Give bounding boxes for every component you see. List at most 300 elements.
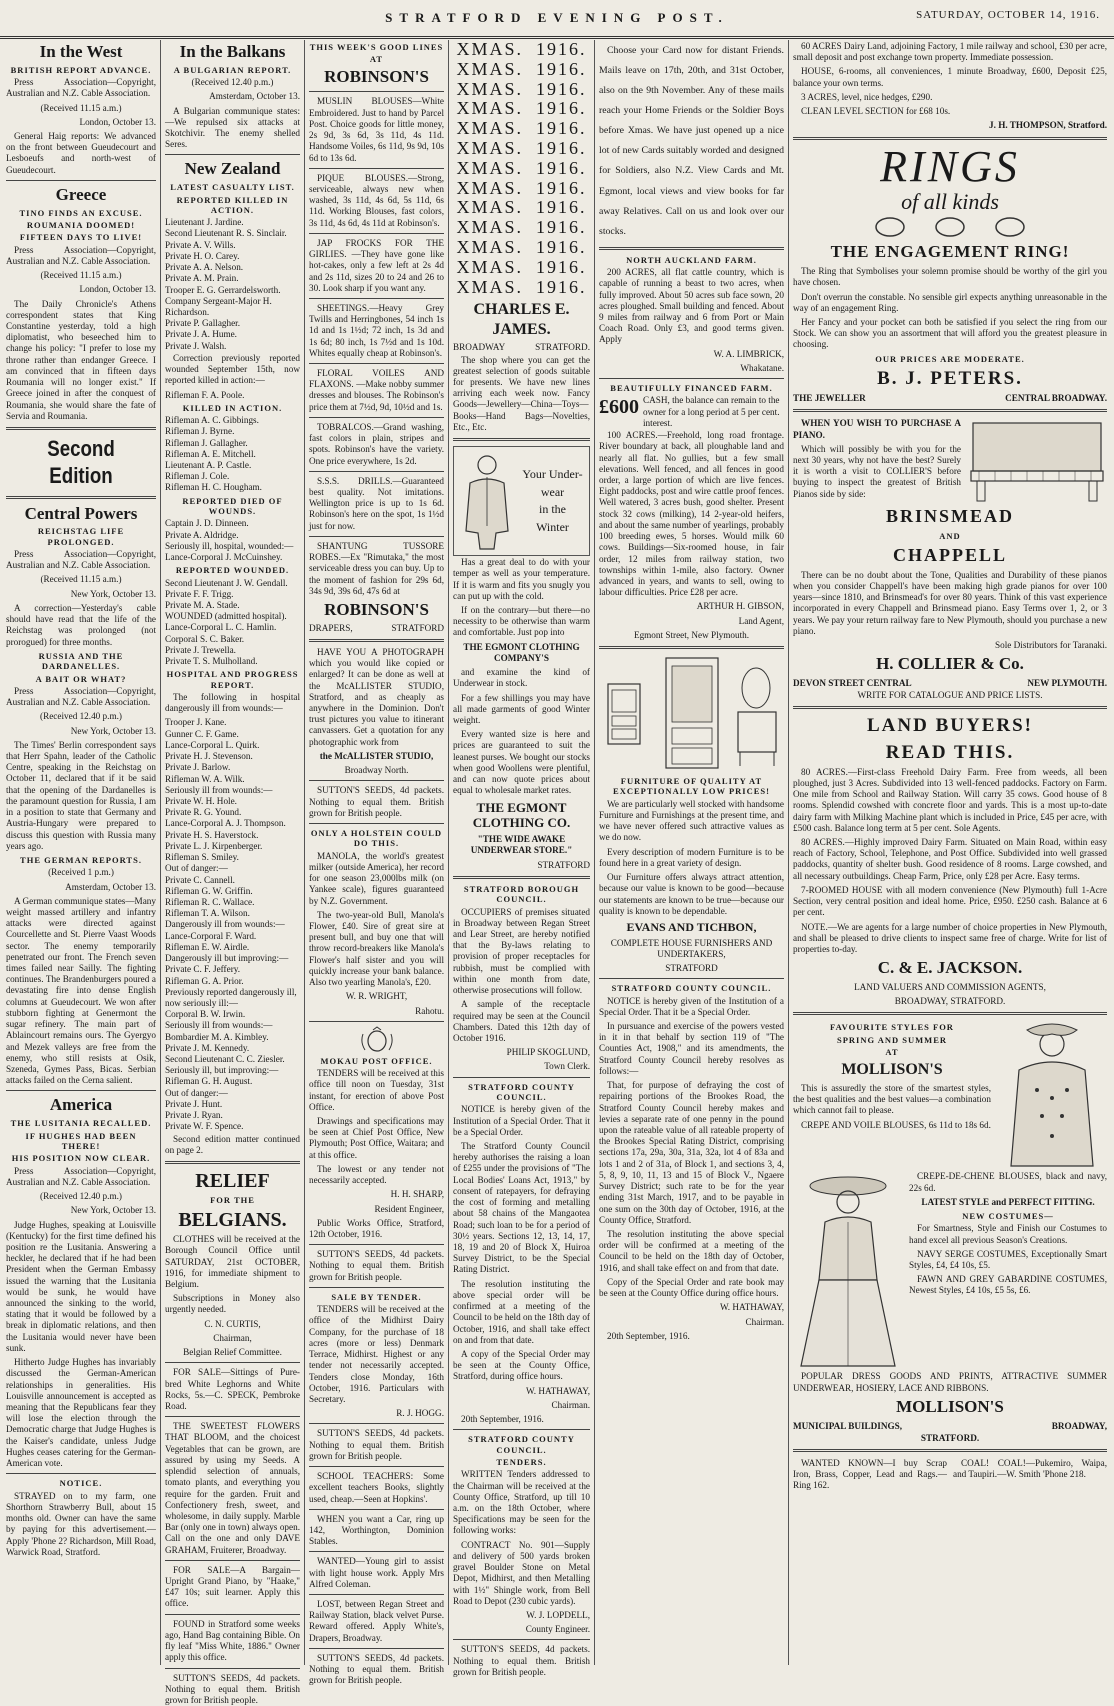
list-item: WOUNDED (admitted hospital). bbox=[165, 611, 287, 622]
subhead: AT bbox=[885, 1047, 899, 1058]
list-item: Private L. J. Kirpenberger. bbox=[165, 840, 263, 851]
signature-role: Whakatane. bbox=[740, 362, 784, 373]
woman-costume-illustration-icon bbox=[793, 1170, 903, 1370]
xmas-line: XMAS. 1916. bbox=[456, 236, 587, 257]
ad-line: SHANTUNG TUSSORE ROBES.—Ex "Rimutaka," the most serviceable dress you can buy. Up to the moment of fashion for 29s 6d, 34s 9d, 39s 6d, 47s 6d at bbox=[309, 540, 444, 596]
subhead: STRATFORD COUNTY COUNCIL. bbox=[468, 1434, 575, 1455]
list-item: Private R. G. Yound. bbox=[165, 807, 242, 818]
list-item: Rifleman R. C. Wallace. bbox=[165, 896, 255, 907]
signature-role: Belgian Relief Committee. bbox=[183, 1347, 282, 1358]
ad-text: 100 ACRES.—Freehold, long road frontage. River boundary at back, all ploughable land and nearly all flat. No gullies, but a few small elevations. Well fenced, and all fences in good order, a large portion of which are live fences. Eight paddocks, post and wire cattle proof fences. Well watered, 3 acres bush, good shelter. Present stock 32 cows (milking), 14 2-year-old heifers, and about the same number of yearlings, probably 100 breeding ewes, 5 horses. Would milk 60 cows. Buildings—Six-roomed house, in fair order, 12 miles from railway station, two townships within 1-mile, also factory. Owner advanced in years, and wants to sell, owing to labour difficulties. Price £28 per acre. bbox=[599, 430, 784, 598]
rings-subtitle: of all kinds bbox=[901, 188, 999, 214]
list-item: Rifleman F. A. Poole. bbox=[165, 389, 245, 400]
signature-role: Resident Engineer, bbox=[374, 1203, 444, 1214]
list-item: Private P. Gallagher. bbox=[165, 318, 241, 329]
list-item: Rifleman S. Smiley. bbox=[165, 852, 239, 863]
ad-detail: Broadway North. bbox=[344, 765, 409, 776]
list-item: Seriously ill from wounds:— bbox=[165, 784, 273, 795]
list-item: Private J. Walsh. bbox=[165, 340, 227, 351]
headline-west: In the West bbox=[39, 42, 123, 61]
list-item: Private J. Trewella. bbox=[165, 644, 236, 655]
subhead: MOKAU POST OFFICE. bbox=[320, 1055, 433, 1066]
list-item: Private C. F. Jeffery. bbox=[165, 964, 241, 975]
list-item: Private H. S. Haverstock. bbox=[165, 829, 259, 840]
signature: H. H. SHARP, bbox=[390, 1189, 444, 1200]
ad-text: The Ring that Symbolises your solemn promise should be worthy of the girl you have chosen. bbox=[793, 266, 1107, 288]
relief-for: FOR THE bbox=[210, 1195, 255, 1206]
piano-illustration-icon bbox=[967, 417, 1107, 503]
merchant-name: EVANS AND TICHBON, bbox=[626, 919, 757, 934]
merchant-name: H. COLLIER & Co. bbox=[876, 654, 1024, 674]
newspaper-title: STRATFORD EVENING POST. bbox=[385, 10, 729, 25]
list-item: Lieutenant A. P. Castle. bbox=[165, 459, 252, 470]
received: (Received 11.15 a.m.) bbox=[40, 270, 122, 281]
list-item: Rifleman G. A. Prior. bbox=[165, 975, 244, 986]
subhead: LATEST CASUALTY LIST. bbox=[170, 182, 295, 193]
signature: W. J. LOPDELL, bbox=[526, 1610, 590, 1620]
subhead: THE GERMAN REPORTS. bbox=[20, 854, 142, 865]
list-item: Private W. F. Spence. bbox=[165, 1121, 244, 1132]
ad-text: Every description of modern Furniture is to be found here in a great variety of design. bbox=[599, 846, 784, 868]
dateline: Amsterdam, October 13. bbox=[65, 881, 156, 892]
merchant-name: C. & E. JACKSON. bbox=[877, 958, 1023, 978]
xmas-line: XMAS. 1916. bbox=[456, 177, 587, 198]
notice-date: 20th September, 1916. bbox=[461, 1414, 544, 1425]
classified-ad: LOST, between Regan Street and Railway Station, black velvet Purse. Reward offered. Apply White's, Drapers, Broadway. bbox=[309, 1599, 444, 1643]
subhead: TINO FINDS AN EXCUSE. bbox=[19, 207, 143, 218]
coat-of-arms-icon bbox=[357, 1026, 397, 1054]
classified-ad: FOR SALE—A Bargain—Upright Grand Piano, by "Haake," £47 10s; suit learner. Apply this office. bbox=[165, 1564, 300, 1609]
xmas-line: XMAS. 1916. bbox=[456, 58, 587, 79]
classified-ad: SUTTON'S SEEDS, 4d packets. Nothing to equal them. British grown for British people. bbox=[165, 1672, 300, 1706]
list-item: Previously reported dangerously ill, now seriously ill:— bbox=[165, 986, 297, 1008]
received: (Received 11.15 a.m.) bbox=[40, 102, 122, 113]
subhead: REPORTED DIED OF WOUNDS. bbox=[182, 495, 283, 516]
subhead: FAVOURITE STYLES FOR bbox=[830, 1022, 954, 1033]
ad-detail: CENTRAL BROADWAY. bbox=[1005, 393, 1107, 404]
subhead: A BAIT OR WHAT? bbox=[35, 673, 127, 684]
signature: W. A. LIMBRICK, bbox=[713, 348, 784, 359]
article-text: Correction previously reported wounded September 15th, now reported killed in action:— bbox=[165, 352, 300, 386]
ad-text: For a few shillings you may have all made garments of good Winter weight. bbox=[453, 692, 590, 725]
list-item: Second Lieutenant C. C. Ziesler. bbox=[165, 1054, 285, 1065]
merchant-name: CHARLES E. JAMES. bbox=[473, 301, 570, 338]
ad-detail: COMPLETE HOUSE FURNISHERS AND UNDERTAKERS, bbox=[610, 937, 773, 959]
dateline: New York, October 13. bbox=[70, 588, 156, 599]
dateline: London, October 13. bbox=[79, 116, 156, 127]
subhead: NORTH AUCKLAND FARM. bbox=[626, 254, 757, 265]
ad-detail: DRAPERS, bbox=[309, 622, 353, 633]
classified-ad: WHEN you want a Car, ring up 142, Worthington, Dominion Stables. bbox=[309, 1513, 444, 1547]
notice-text: The lowest or any tender not necessarily accepted. bbox=[309, 1163, 444, 1186]
signature-role: Land Agent, bbox=[738, 615, 784, 626]
column-rule bbox=[448, 40, 449, 1665]
list-item: Lance-Corporal J. McCuinshey. bbox=[165, 551, 283, 562]
land-buyers-heading: LAND BUYERS! bbox=[867, 715, 1033, 737]
ad-tagline: "THE WIDE AWAKE UNDERWEAR STORE." bbox=[470, 834, 573, 856]
ad-line: TOBRALCOS.—Grand washing, fast colors in plain, stripes and spots. Robinson's have the variety. One price everywhere, 1s 2d. bbox=[309, 421, 444, 466]
list-item: Private H. O. Carey. bbox=[165, 250, 240, 261]
classified-ad: SUTTON'S SEEDS, 4d packets. Nothing to equal them. British grown for British people. bbox=[453, 1644, 590, 1677]
man-illustration-icon bbox=[456, 451, 518, 551]
list-item: Private M. A. Stade. bbox=[165, 600, 240, 610]
list-item: Private A. V. Wills. bbox=[165, 239, 236, 250]
furniture-illustration-icon bbox=[602, 654, 782, 774]
ad-text: 7-ROOMED HOUSE with all modern convenience (New Plymouth) full 1-Acre Section, very central position and ideal home. Price, £950. £250 cash. Balance at 6 per cent. bbox=[793, 884, 1107, 918]
subhead: TENDERS. bbox=[496, 1457, 547, 1468]
list-item: Private A. M. Prain. bbox=[165, 273, 239, 284]
list-item: Rifleman T. A. Wilson. bbox=[165, 908, 250, 919]
subhead: STRATFORD COUNTY COUNCIL. bbox=[611, 983, 772, 994]
list-item: Seriously ill, hospital, wounded:— bbox=[165, 540, 294, 551]
column-5 bbox=[599, 40, 784, 1665]
list-item: Lance-Corporal L. Quirk. bbox=[165, 739, 260, 750]
ad-text: and examine the kind of Underwear in stock. bbox=[453, 667, 590, 689]
ad-detail: DEVON STREET CENTRAL bbox=[793, 677, 912, 688]
list-item: Private F. F. Trigg. bbox=[165, 588, 234, 599]
subhead: BRITISH REPORT ADVANCE. bbox=[10, 64, 152, 75]
notice-text: The resolution instituting the above special order will be confirmed at a meeting of the Council to be held on the 18th day of October, 1916, and shall take effect on and from that date. bbox=[453, 1278, 590, 1345]
notice-text: A sample of the receptacle required may be seen at the Council Chambers. Dated this 12th day of October 1916. bbox=[453, 999, 590, 1044]
list-item: Rifleman J. Cole. bbox=[165, 471, 230, 482]
list-item: Private A. Aldridge. bbox=[165, 529, 239, 540]
list-item: Private J. Hunt. bbox=[165, 1098, 223, 1109]
list-item: Private A. A. Nelson. bbox=[165, 262, 244, 273]
credit: Press Association—Copyright, Australian and N.Z. Cable Association. bbox=[6, 685, 156, 708]
classified-ad: FOUND in Stratford some weeks ago, Hand Bag containing Bible. On fly leaf "Miss White, 1886." Owner apply this office. bbox=[165, 1618, 300, 1663]
relief-belgians: BELGIANS. bbox=[178, 1208, 287, 1231]
signature-role: Chairman, bbox=[213, 1332, 252, 1343]
ad-name: the McALLISTER STUDIO, bbox=[319, 750, 434, 761]
ad-text: There can be no doubt about the Tone, Qualities and Durability of these pianos when you consider Chappell's have been making high grade pianos for over 100 years—since 1810, and Brinsmead's for over 80 years. Think of this vast experience incorporated in every Chappell and Brinsmead piano. Easy Terms over 1, 2, or 3 years. We pay your return railway fare to New Plymouth, should you purchase a new piano. bbox=[793, 569, 1107, 636]
signature: PHILIP SKOGLUND, bbox=[506, 1047, 590, 1058]
list-item: Lieutenant J. Jardine. bbox=[165, 217, 244, 228]
signature: J. H. THOMPSON, Stratford. bbox=[989, 120, 1107, 131]
ad-text: POPULAR DRESS GOODS AND PRINTS, ATTRACTIVE SUMMER UNDERWEAR, HOSIERY, LACE AND RIBBONS. bbox=[793, 1371, 1107, 1393]
subhead: ONLY A HOLSTEIN COULD DO THIS. bbox=[310, 828, 443, 849]
credit: Press Association—Copyright, Australian and N.Z. Cable Association. bbox=[6, 549, 156, 571]
subhead: RUSSIA AND THE DARDANELLES. bbox=[38, 650, 124, 672]
notice-text: That, for purpose of defraying the cost of repairing portions of the Brookes Road, the Stratford County Council hereby makes and levies a separate rate of one penny in the pound upon the rateable value of all rateable property of the Brookes Special Rating District, comprising sections 17a, 29a, 30a, 31a, 32a, lot 4 of 83a and lots 1 and 2 of 31a, of Block 1, and sections 3, 4, 5, 8, 9, 10, 11, 13 and 15 of Block V., Ngaere Survey District; such rate to be for the year ending 31st March, 1917, and to be payable in one sum on the 30th day of October, 1916, at the County Office, Stratford. bbox=[599, 1080, 784, 1225]
signature-role: County Engineer. bbox=[525, 1624, 590, 1635]
ad-detail: BROADWAY bbox=[453, 342, 506, 353]
ad-detail: THE JEWELLER bbox=[793, 393, 866, 404]
masthead bbox=[0, 0, 1114, 39]
column-6 bbox=[793, 40, 1107, 1665]
notice-text: Drawings and specifications may be seen at Chief Post Office, New Plymouth; Post Office, Waitara; and at this office. bbox=[309, 1116, 444, 1160]
article-text: General Haig reports: We advanced on the front between Gueudecourt and Lesboeufs and north-west of Gueudecourt. bbox=[6, 130, 156, 175]
article-text: Judge Hughes, speaking at Louisville (Kentucky) for the first time defined his position re the Lusitania. Answering a heckler, he declared that if he had been President when the German Embassy issued the warning that the Lusitania would be sunk, he would have announced the sinking to the world, stating that it would be followed by a break in diplomatic relations, and then the Lusitania would never have been sunk. bbox=[6, 1219, 156, 1353]
ad-line: FLORAL VOILES AND FLAXONS. —Make nobby summer dresses and blouses. The Robinson's price them at 7½d, 9d, 10½d and 1s. bbox=[309, 368, 444, 412]
subhead: SALE BY TENDER. bbox=[331, 1291, 422, 1302]
column-rule bbox=[788, 40, 789, 1665]
headline-greece: Greece bbox=[55, 184, 107, 204]
classified-ad: FOR SALE—Sittings of Pure-bred White Leghorns and White Rocks, 5s.—C. SPECK, Pembroke Road. bbox=[165, 1367, 300, 1411]
died-list bbox=[165, 518, 300, 563]
article-text: CLOTHES will be received at the Borough Council Office until SATURDAY, 21st OCTOBER, 1916, for immediate shipment to Belgium. bbox=[165, 1234, 300, 1290]
ad-text: The shop where you can get the greatest selection of goods suitable for presents. We have new lines arriving each week now. Fancy Goods—Jewellery—China—Toys—Books—Hand Bags—Novelties, Etc., Etc. bbox=[453, 354, 590, 432]
ad-text: NAVY SERGE COSTUMES, Exceptionally Smart Styles, £4, £4 10s, £5. bbox=[909, 1248, 1107, 1271]
subhead: AND bbox=[939, 531, 961, 542]
notice-text: A copy of the Special Order may be seen at the County Office, Stratford, during office hours. bbox=[453, 1348, 590, 1382]
ad-detail: STRATFORD bbox=[391, 622, 444, 633]
ad-line: PIQUE BLOUSES.—Strong, serviceable, always new when washed, 3s 11d, 4s 6d, 5s 11d, 6s 11d. Working Blouses, fast colors, 3s 11d, 4s 6d, 4s 11d at Robinson's. bbox=[309, 172, 444, 228]
list-item: Private J. M. Kennedy. bbox=[165, 1042, 250, 1053]
notice-text: WRITTEN Tenders addressed to the Chairman will be received at the County Office, Stratford, up till 10 a.m. on the 18th October, where Specifications may be seen for the following works: bbox=[453, 1469, 590, 1536]
notice-text: TENDERS will be received at this office till noon on Tuesday, 31st instant, for erection of above Post Office. bbox=[309, 1068, 444, 1112]
woman-blouse-illustration-icon bbox=[997, 1020, 1107, 1170]
column-4 bbox=[453, 39, 590, 1677]
list-item: Lance-Corporal A. J. Thompson. bbox=[165, 818, 286, 829]
list-item: Trooper E. G. Gerrardelsworth. bbox=[165, 284, 281, 295]
merchant-name: MOLLISON'S bbox=[896, 1396, 1004, 1416]
received: (Received 12.40 p.m.) bbox=[40, 711, 122, 722]
classified-ad: THE SWEETEST FLOWERS THAT BLOOM, and the choicest Vegetables that can be grown, are assured by using my Seeds. A splendid selection of annuals, tomato plants, and everything you require for the garden. Fruit and Confectionery fresh, sweet, and wholesome, in daily supply. Marble Bar (only one in town) always open. Call on the one and only DAVE GRAHAM, Fruiterer, Broadway. bbox=[165, 1421, 300, 1555]
store-name: ROBINSON'S bbox=[324, 66, 429, 86]
classified-ad: SUTTON'S SEEDS, 4d packets. Nothing to equal them. British grown for British people. bbox=[309, 785, 444, 818]
notice-text: CONTRACT No. 901—Supply and delivery of 500 yards broken gravel Boulder Stone on Metal Depot, Midhirst, and then Metalling with 1½" Shingle work, from Bell Road to Depot (230 cubic yards). bbox=[453, 1539, 590, 1606]
list-item: Rifleman A. C. Gibbings. bbox=[165, 415, 259, 426]
ad-line: Winter bbox=[536, 519, 569, 534]
list-item: Private H. J. Stevenson. bbox=[165, 751, 253, 762]
subhead: REICHSTAG LIFE PROLONGED. bbox=[37, 526, 125, 547]
ad-text: Choose your Card now for distant Friends. Mails leave on 17th, 20th, and 31st October, also on the 9th November. Any of these mails reach your Home Friends or the Soldier Boys before Xmas. We have just opened up a nice lot of new Cards suitably worded and designed for Soldiers, also N.Z. View Cards and Mt. Egmont, local views and view books for far away Relatives. Call on us and look over our stocks. bbox=[599, 45, 784, 237]
signature: W. HATHAWAY, bbox=[719, 1302, 784, 1313]
signature: W. HATHAWAY, bbox=[525, 1385, 590, 1396]
list-item: Second Lieutenant R. S. Sinclair. bbox=[165, 228, 287, 239]
subhead: STRATFORD COUNTY COUNCIL. bbox=[468, 1081, 575, 1103]
list-item: Seriously ill, but improving:— bbox=[165, 1065, 279, 1076]
article-text: A correction—Yesterday's cable should have read that the life of the Reichstag was prolonged (not prorogued) for three months. bbox=[6, 602, 156, 647]
list-item: Trooper J. Kane. bbox=[165, 717, 227, 728]
ad-text: 80 ACRES.—Highly improved Dairy Farm. Situated on Main Road, within easy reach of Factory, School, Telephone, and Post Office. Subdivided into well grassed paddocks, quantity of shelter bush. Good residence of 8 rooms. Large cowshed, and all necessary outbuildings. Cheap Farm, Price, only £28 per Acre. Easy terms. bbox=[793, 837, 1107, 881]
notice-text: OCCUPIERS of premises situated in Broadway between Regan Street and Lear Street, are hereby notified that the By-laws relating to provision of proper receptacles for rubbish, must be complied with within one month from date, otherwise prosecutions will follow. bbox=[453, 906, 590, 996]
dateline: New York, October 13. bbox=[70, 1205, 156, 1216]
ad-text: NOTE.—We are agents for a large number of choice properties in New Plymouth, and shall be pleased to drive clients to inspect same free of charge. Write for list of properties to-day. bbox=[793, 921, 1107, 954]
column-3 bbox=[309, 40, 444, 1686]
list-item: Rifleman G. W. Griffin. bbox=[165, 885, 253, 896]
subhead: FURNITURE OF QUALITY AT EXCEPTIONALLY LOW PRICES! bbox=[613, 776, 770, 797]
engagement-heading: THE ENGAGEMENT RING! bbox=[830, 242, 1070, 262]
list-item: Private J. A. Hume. bbox=[165, 329, 237, 340]
merchant-name: B. J. PETERS. bbox=[877, 367, 1023, 389]
xmas-line: XMAS. 1916. bbox=[456, 276, 587, 297]
list-item: Dangerously ill from wounds:— bbox=[165, 919, 285, 930]
brand-chappell: CHAPPELL bbox=[892, 544, 1007, 565]
headline-central-powers: Central Powers bbox=[24, 503, 138, 523]
list-item: Out of danger:— bbox=[165, 1087, 228, 1098]
hospital-list bbox=[165, 717, 300, 1132]
notice-text: In pursuance and exercise of the powers vested in it in that behalf by section 119 of "The Counties Act, 1908," and its amendments, the Stratford County Council hereby resolves as follows:— bbox=[599, 1021, 784, 1076]
xmas-line: XMAS. 1916. bbox=[456, 197, 587, 218]
column-rule bbox=[304, 40, 305, 1665]
list-item: Private J. Ryan. bbox=[165, 1110, 223, 1121]
list-item: Private C. Cannell. bbox=[165, 874, 235, 885]
read-this-heading: READ THIS. bbox=[885, 741, 1015, 763]
list-item: Lance-Corporal L. C. Hamlin. bbox=[165, 622, 277, 633]
list-item: Rifleman W. A. Wilk. bbox=[165, 773, 245, 784]
list-item: Corporal B. W. Irwin. bbox=[165, 1009, 246, 1020]
notice-text: Public Works Office, Stratford, 12th October, 1916. bbox=[309, 1217, 444, 1239]
subhead: BEAUTIFULLY FINANCED FARM. bbox=[610, 383, 773, 394]
list-item: Private W. H. Hole. bbox=[165, 796, 237, 806]
ad-text: 3 ACRES, level, nice hedges, £290. bbox=[801, 91, 933, 102]
killed-list bbox=[165, 217, 300, 352]
notice-text: NOTICE is hereby given of the Institution of a Special Order. That it be a Special Order. bbox=[453, 1104, 590, 1137]
ad-text: CREPE-DE-CHENE BLOUSES, black and navy, 22s 6d. bbox=[909, 1171, 1107, 1193]
classified-ad: WANTED—Young girl to assist with light house work. Apply Mrs Alfred Coleman. bbox=[309, 1556, 444, 1589]
subhead: NEW COSTUMES— bbox=[962, 1211, 1054, 1222]
subhead: IF HUGHES HAD BEEN THERE! bbox=[25, 1130, 137, 1151]
ad-text: CLEAN LEVEL SECTION for £68 10s. bbox=[801, 106, 951, 117]
ad-text: Every wanted size is here and prices are guaranteed to suit the leanest purses. We bought our stocks when good Woollens were plentiful, and can now quote prices about equal to wholesale market rates. bbox=[453, 729, 590, 796]
column-1 bbox=[6, 40, 156, 1665]
received: (Received 12.40 p.m.) bbox=[191, 77, 274, 88]
ad-detail: Sole Distributors for Taranaki. bbox=[995, 639, 1107, 650]
ad-detail: STRATFORD bbox=[537, 859, 590, 870]
subhead: A BULGARIAN REPORT. bbox=[173, 64, 292, 75]
killed-list-2 bbox=[165, 415, 300, 494]
classified-ad: SCHOOL TEACHERS: Some excellent teachers Books, slightly used, cheap.—Seen at Hopkins'. bbox=[309, 1471, 444, 1504]
list-item: Rifleman A. E. Mitchell. bbox=[165, 448, 256, 459]
ad-text: Our Furniture offers always attract attention, because our value is known to be good—because our statements are known to be true—because our quality is known to be dependable. bbox=[599, 872, 784, 916]
classified-ad: SUTTON'S SEEDS, 4d packets. Nothing to equal them. British grown for British people. bbox=[309, 1428, 444, 1461]
notice-text: The Stratford County Council hereby authorises the raising a loan of £255 under the provisions of "The Local Bodies' Loans Act, 1913," by consent of ratepayers, for defraying the cost of forming and metalling about 58 chains of the Mangaotea Road; such loan to be for a period of 30½ years. Sections 12, 13, 14, 17, 18, 19 and 20 of Block X, Huiroa Survey District, to be the Special Rating District. bbox=[453, 1141, 590, 1275]
list-item: Out of danger:— bbox=[165, 863, 228, 874]
article-text: A Bulgarian communique states:—We repulsed six attacks at Skotchivir. The enemy shelled Seres. bbox=[165, 105, 300, 150]
ad-detail: STRATFORD. bbox=[535, 342, 590, 353]
ad-detail: MUNICIPAL BUILDINGS, bbox=[793, 1420, 903, 1431]
signature-role: Rahotu. bbox=[415, 1005, 444, 1016]
ad-text: 80 ACRES.—First-class Freehold Dairy Farm. Free from weeds, all been ploughed, just 3 Acres. Subdivided into 13 well-fenced paddocks. Factory on Farm. One mile from School and Railway Station. Will carry 35 cows. Good house of 8 rooms. Splendid cowshed with concrete floor and yards. This is a most up-to-date dairy farm with Milking Machine plant which is included in Price, £45 per acre, with £500 cash. Balance long term at 5 per cent. Sole Agents. bbox=[793, 766, 1107, 833]
ad-text: MANOLA, the world's greatest milker (outside America), her record for one season 23,000lbs milk (on Yankee scale), figures guaranteed by N.Z. Government. bbox=[309, 850, 444, 906]
ad-name: THE EGMONT CLOTHING COMPANY'S bbox=[463, 641, 580, 663]
price: £600 bbox=[599, 396, 639, 419]
subhead: KILLED IN ACTION. bbox=[182, 402, 283, 413]
credit: Press Association—Copyright, Australian and N.Z. Cable Association. bbox=[6, 77, 156, 99]
notice-text: TENDERS will be received at the office of the Midhirst Dairy Company, for the purchase of 18 acres (more or less) Denmark Terrace, Midhirst. Highest or any tender not necessarily accepted. Tenders close Monday, 16th October, 1916. Particulars with Secretary. bbox=[309, 1304, 444, 1404]
subhead: OUR PRICES ARE MODERATE. bbox=[875, 353, 1025, 364]
credit: Press Association—Copyright, Australian and N.Z. Cable Association. bbox=[6, 244, 156, 266]
subhead: STRATFORD BOROUGH COUNCIL. bbox=[463, 883, 580, 905]
ad-line: in the bbox=[539, 502, 566, 517]
ad-detail: WRITE FOR CATALOGUE AND PRICE LISTS. bbox=[857, 690, 1043, 701]
ad-text: 60 ACRES Dairy Land, adjoining Factory, 1 mile railway and school, £30 per acre, small deposit and post exchange town property. Immediate possession. bbox=[793, 41, 1107, 63]
ad-line: MUSLIN BLOUSES—White Embroidered. Just to hand by Parcel Post. Choice goods for little money, 2s 9d, 3s 6d, 3s 11d, 4s 11d. Handsome Voiles, 6s 11d, 9s 9d, 10s 6d to 13s 6d. bbox=[309, 96, 444, 163]
dateline: London, October 13. bbox=[79, 284, 156, 295]
ad-detail: BROADWAY, STRATFORD. bbox=[894, 996, 1006, 1007]
wounded-list bbox=[165, 578, 300, 668]
classified-ad: SUTTON'S SEEDS, 4d packets. Nothing to equal them. British grown for British people. bbox=[309, 1652, 444, 1686]
signature: ARTHUR H. GIBSON, bbox=[696, 601, 784, 612]
list-item: Second Lieutenant J. W. Gendall. bbox=[165, 577, 288, 588]
subhead: REPORTED WOUNDED. bbox=[175, 565, 290, 576]
ad-detail: STRATFORD. bbox=[920, 1432, 980, 1443]
list-item: Rifleman J. Byrne. bbox=[165, 426, 235, 437]
received: (Received 1 p.m.) bbox=[48, 867, 114, 878]
ad-text: We are particularly well stocked with handsome Furniture and Furnishings at the present time, and we have never offered such attractive values as we do now. bbox=[599, 798, 784, 843]
ad-text: FAWN AND GREY GABARDINE COSTUMES, Newest Styles, £4 10s, £5 5s, £6. bbox=[909, 1274, 1107, 1296]
xmas-line: XMAS. 1916. bbox=[456, 137, 587, 158]
subhead: AT bbox=[369, 54, 384, 65]
article-text: Subscriptions in Money also urgently needed. bbox=[165, 1293, 300, 1315]
ad-detail: NEW PLYMOUTH. bbox=[1027, 677, 1107, 688]
underwear-ad bbox=[453, 446, 590, 556]
headline-balkans: In the Balkans bbox=[179, 42, 286, 61]
brand-brinsmead: BRINSMEAD bbox=[885, 506, 1014, 527]
xmas-line: XMAS. 1916. bbox=[456, 98, 587, 119]
ad-line: SHEETINGS.—Heavy Grey Twills and Herringbones, 54 inch 1s 1d and 1s 1½d; 72 inch, 1s 3d and 1s 6d; 80 inch, 1s 7½d and 1s 10d. Whites equally cheap at Robinson's. bbox=[309, 302, 444, 358]
signature: W. R. WRIGHT, bbox=[345, 991, 408, 1002]
signature-role: Egmont Street, New Plymouth. bbox=[633, 629, 750, 640]
xmas-line: XMAS. 1916. bbox=[456, 217, 587, 238]
signature-role: Town Clerk. bbox=[544, 1061, 590, 1072]
headline-america: America bbox=[49, 1095, 113, 1115]
ad-text: Which will possibly be with you for the next 30 years, why not have the best? Surely it is worth a visit to COLLIER'S before buying to inspect the greatest of British Pianos side by side: bbox=[793, 443, 961, 499]
ad-heading: WHEN YOU WISH TO PURCHASE A PIANO. bbox=[793, 418, 961, 440]
merchant-name: MOLLISON'S bbox=[841, 1061, 943, 1079]
classified-ad: WANTED KNOWN—I buy Scrap Iron, Brass, Copper, Lead and Rags.—Ring 162. bbox=[793, 1457, 947, 1491]
list-item: Captain J. D. Dinneen. bbox=[165, 518, 249, 529]
ad-text: If on the contrary—but there—no necessity to be otherwise than warm and comfortable. Just pop into bbox=[453, 605, 590, 638]
list-item: Seriously ill from wounds:— bbox=[165, 1020, 273, 1031]
ad-text: For Smartness, Style and Finish our Costumes to hand excel all previous Season's Creations. bbox=[909, 1223, 1107, 1245]
ad-detail: BROADWAY, bbox=[1051, 1420, 1107, 1431]
signature-role: Chairman. bbox=[745, 1316, 784, 1327]
column-rule bbox=[594, 40, 595, 1665]
classified-ad: COAL! COAL!—Pukemiro, Waipa, and Taupiri.—W. Smith 'Phone 218. bbox=[953, 1457, 1107, 1480]
underwear-text bbox=[518, 466, 587, 536]
ad-detail: STRATFORD bbox=[665, 963, 718, 974]
list-item: Corporal S. C. Baker. bbox=[165, 633, 245, 644]
xmas-line: XMAS. 1916. bbox=[456, 118, 587, 139]
list-item: Company Sergeant-Major H. Richardson. bbox=[165, 295, 272, 317]
subhead: SPRING AND SUMMER bbox=[836, 1034, 948, 1045]
xmas-line: XMAS. 1916. bbox=[456, 39, 587, 59]
article-text: The following in hospital dangerously ill from wounds:— bbox=[165, 692, 300, 714]
ad-text: 200 ACRES, all flat cattle country, which is capable of running a beast to two acres, when fully improved. About 50 acres sub face sown, 20 acres ploughed. Small building and fenced. About 9 miles from railway and 6 from Port or Main Coach Road. Only £3, and good terms given. Apply bbox=[599, 267, 784, 345]
second-edition-banner: Second Edition bbox=[47, 435, 115, 488]
ad-text: CASH, the balance can remain to the owner for a long period at 5 per cent. interest. bbox=[643, 395, 780, 428]
ad-line: wear bbox=[540, 484, 565, 499]
egmont-logo: THE EGMONT CLOTHING CO. bbox=[472, 799, 571, 831]
signature: R. J. HOGG. bbox=[396, 1408, 444, 1419]
column-2 bbox=[165, 40, 300, 1706]
article-text: Hitherto Judge Hughes has invariably discussed the German-American relationships in generalities. His Louisville announcement is accepted as meaning that the Republicans fear they will lose the election through the Democratic charge that Judge Hughes is the Kaiser's candidate, unless Judge Hughes ceases catering for the German-American vote. bbox=[6, 1357, 156, 1469]
notice-text: The resolution instituting the above special order will be confirmed at a meeting of the Council to be held on the 18th day of October, 1916, and shall take effect on and from that date. bbox=[599, 1228, 784, 1273]
subhead: REPORTED KILLED IN ACTION. bbox=[176, 194, 289, 215]
xmas-line: XMAS. 1916. bbox=[456, 78, 587, 99]
list-item: Rifleman J. Gallagher. bbox=[165, 437, 248, 448]
xmas-line: XMAS. 1916. bbox=[456, 157, 587, 178]
signature: C. N. CURTIS, bbox=[204, 1318, 261, 1329]
rings-decoration-icon bbox=[800, 215, 1100, 239]
relief-title: RELIEF bbox=[195, 1170, 270, 1192]
subhead: THIS WEEK'S GOOD LINES bbox=[309, 42, 444, 52]
ad-text: HOUSE, 6-rooms, all conveniences, 1 minute Broadway, £600, Deposit £25, balance your own terms. bbox=[793, 66, 1107, 88]
notice-text: Copy of the Special Order and rate book may be seen at the County Office during office hours. bbox=[599, 1276, 784, 1299]
received: (Received 12.40 p.m.) bbox=[40, 1191, 122, 1202]
subhead: HOSPITAL AND PROGRESS REPORT. bbox=[166, 669, 299, 690]
issue-date: SATURDAY, OCTOBER 14, 1916. bbox=[916, 9, 1100, 21]
ad-text: Don't overrun the constable. No sensible girl expects anything unreasonable in the way of an engagement Ring. bbox=[793, 291, 1107, 313]
ad-text: The two-year-old Bull, Manola's Flower, £40. Sire of great sire at present bull, and buy one that will throw record-breakers like Manola's Flower's half sister and you will quickly increase your bank balance. Also two yearling Manola's, £20. bbox=[309, 909, 444, 988]
received: (Received 11.15 a.m.) bbox=[40, 574, 122, 585]
article-text: The Daily Chronicle's Athens correspondent states that King Constantine yesterday, told a high diplomatist, who beseeched him to change his policy: "I prefer to lose my throne rather than endanger Greece. I am convinced that in fifteen days Roumania will no longer exist." If Greece joined in after the conquest of Roumania, she would share the fate of Servia and Roumania. bbox=[6, 298, 156, 421]
list-item: Private J. Barlow. bbox=[165, 762, 231, 773]
subhead: HIS POSITION NOW CLEAR. bbox=[11, 1153, 151, 1164]
list-item: Private T. S. Mulholland. bbox=[165, 656, 258, 667]
